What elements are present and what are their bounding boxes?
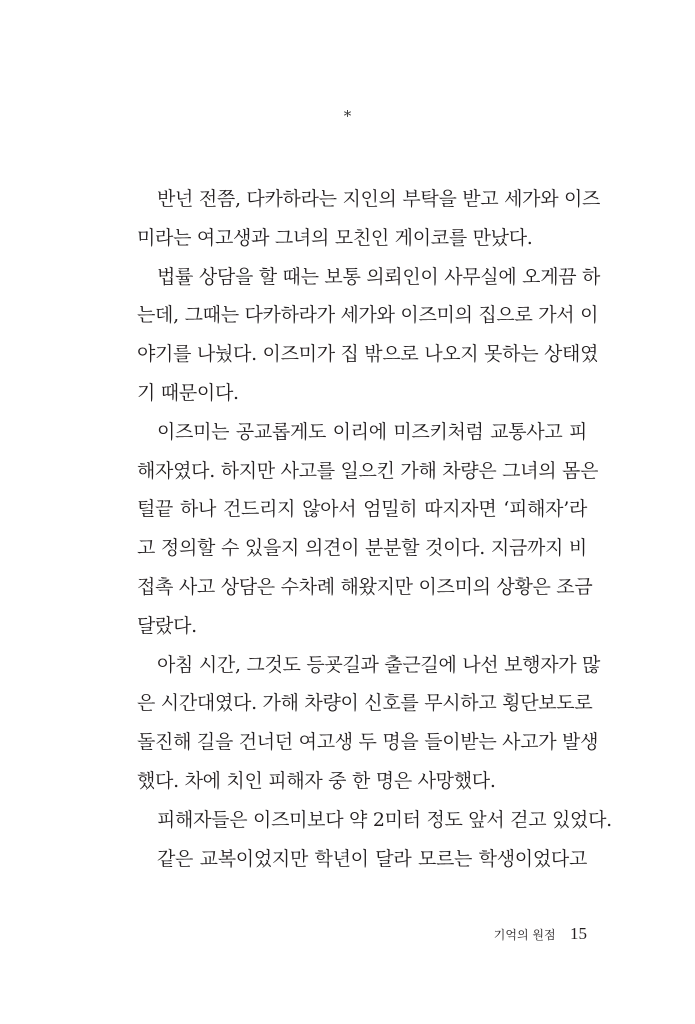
text-line-6: 기 때문이다. — [137, 381, 239, 404]
text-line-15: 돌진해 길을 건너던 여고생 두 명을 들이받는 사고가 발생 — [137, 731, 599, 754]
text-line-5: 야기를 나눴다. 이즈미가 집 밖으로 나오지 못하는 상태였 — [137, 343, 599, 366]
body-text — [137, 180, 612, 878]
text-line-18: 같은 교복이었지만 학년이 달라 모르는 학생이었다고 — [157, 847, 587, 870]
page-footer — [494, 924, 587, 945]
text-line-11: 접촉 사고 상담은 수차례 해왔지만 이즈미의 상황은 조금 — [137, 575, 593, 598]
text-line-2: 미라는 여고생과 그녀의 모친인 게이코를 만났다. — [137, 226, 533, 249]
text-line-17: 피해자들은 이즈미보다 약 2미터 정도 앞서 걷고 있었다. — [157, 808, 612, 831]
text-line-12: 달랐다. — [137, 614, 197, 637]
text-line-10: 고 정의할 수 있을지 의견이 분분할 것이다. 지금까지 비 — [137, 537, 587, 560]
text-line-13: 아침 시간, 그것도 등굣길과 출근길에 나선 보행자가 많 — [157, 653, 601, 676]
text-line-9: 털끝 하나 건드리지 않아서 엄밀히 따지자면 ‘피해자’라 — [137, 498, 587, 521]
text-line-4: 는데, 그때는 다카하라가 세가와 이즈미의 집으로 가서 이 — [137, 304, 599, 327]
text-line-14: 은 시간대였다. 가해 차량이 신호를 무시하고 횡단보도로 — [137, 692, 593, 715]
running-title: 기억의 원점 — [493, 928, 556, 942]
text-line-8: 해자였다. 하지만 사고를 일으킨 가해 차량은 그녀의 몸은 — [137, 459, 599, 482]
section-break-asterisk: * — [343, 107, 352, 125]
text-line-3: 법률 상담을 할 때는 보통 의뢰인이 사무실에 오게끔 하 — [157, 265, 601, 288]
text-line-16: 했다. 차에 치인 피해자 중 한 명은 사망했다. — [137, 769, 496, 792]
page-number: 15 — [570, 924, 587, 943]
text-line-1: 반넌 전쯤, 다카하라는 지인의 부탁을 받고 세가와 이즈 — [157, 188, 601, 210]
text-line-7: 이즈미는 공교롭게도 이리에 미즈키처럼 교통사고 피 — [157, 420, 587, 443]
